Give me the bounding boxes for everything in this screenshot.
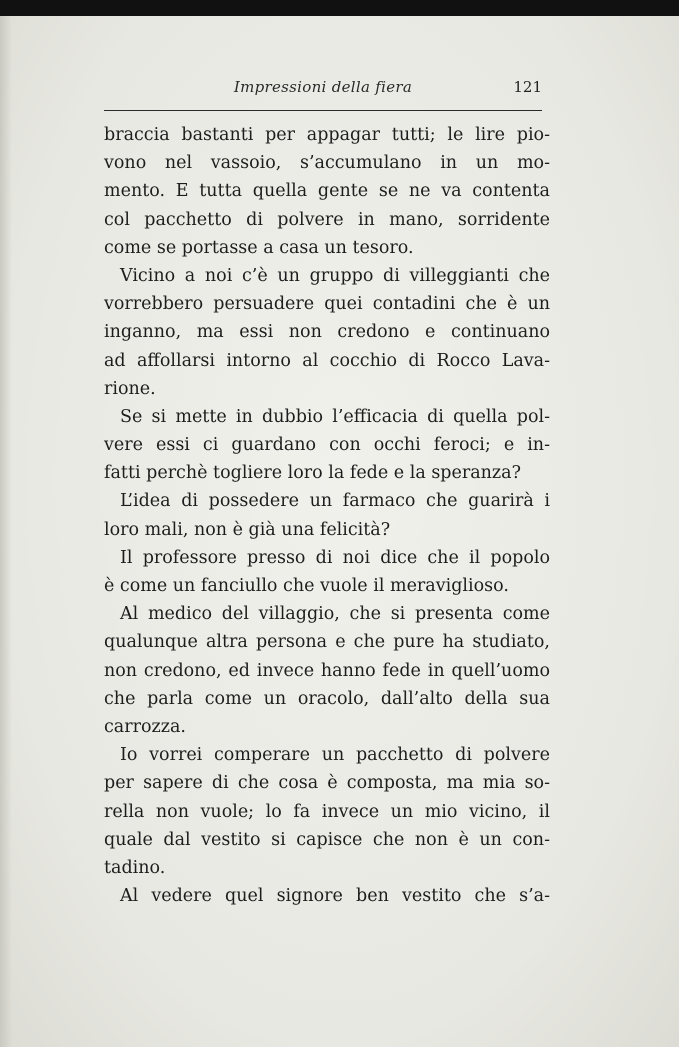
body-text: [104, 121, 550, 910]
text-line: per sapere di che cosa è composta, ma mia so-: [104, 773, 550, 794]
text-line: tadino.: [104, 857, 166, 878]
text-line: rione.: [104, 378, 156, 399]
text-line: che parla come un oracolo, dall’alto della sua: [104, 688, 550, 709]
text-line: vere essi ci guardano con occhi feroci; e in-: [104, 435, 550, 456]
header-rule: [104, 110, 542, 111]
running-title: Impressioni della fiera: [233, 78, 413, 96]
text-line: col pacchetto di polvere in mano, sorridente: [104, 209, 550, 230]
page-header: [104, 78, 542, 104]
scan-top-edge: [0, 0, 679, 16]
text-line: non credono, ed invece hanno fede in quell’uomo: [104, 660, 550, 681]
page-number: 121: [513, 78, 542, 96]
text-line: quale dal vestito si capisce che non è un con-: [104, 829, 550, 850]
text-line: mento. E tutta quella gente se ne va contenta: [104, 181, 550, 202]
text-line: Al vedere quel signore ben vestito che s’a-: [120, 886, 550, 907]
text-line: L’idea di possedere un farmaco che guarirà i: [120, 491, 550, 512]
text-line: carrozza.: [104, 716, 186, 737]
text-line: loro mali, non è già una felicità?: [104, 519, 391, 540]
text-line: braccia bastanti per appagar tutti; le lire pio-: [104, 125, 550, 145]
text-line: Se si mette in dubbio l’efficacia di quella pol-: [120, 406, 550, 427]
text-line: ad affollarsi intorno al cocchio di Rocco Lava-: [104, 350, 550, 371]
text-line: Al medico del villaggio, che si presenta come: [120, 604, 550, 625]
binding-shadow: [0, 16, 12, 1047]
text-line: Vicino a noi c’è un gruppo di villeggianti che: [120, 265, 550, 286]
text-line: Io vorrei comperare un pacchetto di polvere: [120, 745, 550, 766]
text-line: rella non vuole; lo fa invece un mio vicino, il: [104, 801, 550, 822]
text-line: vono nel vassoio, s’accumulano in un mo-: [104, 153, 550, 174]
text-line: inganno, ma essi non credono e continuano: [104, 322, 550, 343]
text-line: qualunque altra persona e che pure ha studiato,: [104, 632, 550, 653]
text-line: Il professore presso di noi dice che il popolo: [120, 547, 550, 568]
text-line: è come un fanciullo che vuole il meraviglioso.: [104, 576, 509, 596]
text-line: vorrebbero persuadere quei contadini che è un: [104, 294, 550, 315]
text-line: fatti perchè togliere loro la fede e la speranza?: [104, 463, 521, 484]
text-line: come se portasse a casa un tesoro.: [104, 237, 414, 258]
